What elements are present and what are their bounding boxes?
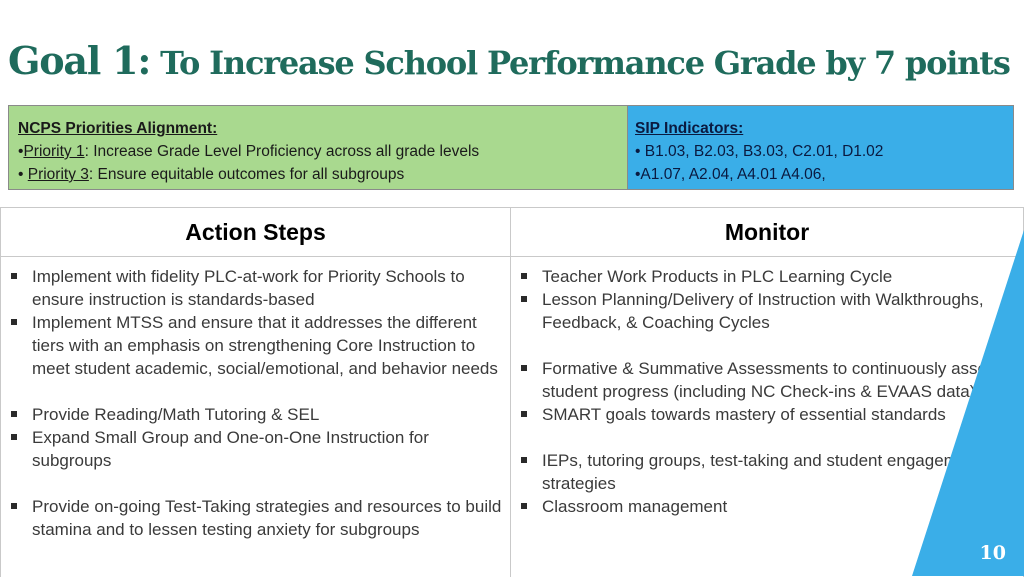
- list-item: Classroom management: [521, 495, 1023, 518]
- list-item: Provide Reading/Math Tutoring & SEL: [11, 403, 510, 426]
- priority-3-line: [18, 163, 627, 186]
- list-item: IEPs, tutoring groups, test-taking and student engagement strategies: [521, 449, 1023, 495]
- list-item: Formative & Summative Assessments to continuously assess student progress (including NC Check-ins & EVAAS data): [521, 357, 1023, 403]
- priority-3-text: : Ensure equitable outcomes for all subgroups: [88, 166, 405, 183]
- list-item: Provide on-going Test-Taking strategies and resources to build stamina and to lessen testing anxiety for subgroups: [11, 495, 510, 541]
- priority-3-link[interactable]: Priority 3: [27, 166, 89, 183]
- priority-1-line: [18, 140, 627, 163]
- list-item: Lesson Planning/Delivery of Instruction with Walkthroughs, Feedback, & Coaching Cycles: [521, 288, 1023, 334]
- ncps-priorities-panel: [9, 106, 627, 189]
- list-item: Implement MTSS and ensure that it addresses the different tiers with an emphasis on strengthening Core Instruction to meet student academic, social/emotional, and behavior needs: [11, 311, 510, 380]
- action-steps-header: Action Steps: [1, 208, 510, 257]
- bullet: •: [18, 143, 24, 160]
- alignment-box: [8, 105, 1014, 190]
- page-number: 10: [979, 542, 1006, 564]
- priority-1-text: : Increase Grade Level Proficiency across all grade levels: [84, 143, 480, 160]
- sip-indicators-header: SIP Indicators:: [635, 120, 744, 137]
- list-item: Implement with fidelity PLC-at-work for Priority Schools to ensure instruction is standards-based: [11, 265, 510, 311]
- list-item: SMART goals towards mastery of essential standards: [521, 403, 1023, 426]
- goal-text: To Increase School Performance Grade by 7 points: [150, 44, 1010, 82]
- monitor-header: Monitor: [511, 208, 1023, 257]
- sip-line-1: • B1.03, B2.03, B3.03, C2.01, D1.02: [635, 143, 884, 160]
- sip-indicators-panel: [627, 106, 1013, 189]
- priority-1-link[interactable]: Priority 1: [23, 143, 85, 160]
- list-item: Teacher Work Products in PLC Learning Cycle: [521, 265, 1023, 288]
- decorative-blue-wedge: [912, 230, 1024, 576]
- ncps-priorities-header: NCPS Priorities Alignment:: [18, 120, 218, 137]
- goal-label: Goal 1:: [8, 38, 151, 83]
- sip-line-2: •A1.07, A2.04, A4.01 A4.06,: [635, 166, 826, 183]
- action-monitor-table: [0, 207, 1024, 576]
- bullet: •: [18, 166, 28, 183]
- page-title: [8, 38, 1010, 83]
- list-item: Expand Small Group and One-on-One Instruction for subgroups: [11, 426, 510, 472]
- action-steps-list: [1, 257, 510, 541]
- action-steps-column: [0, 208, 511, 577]
